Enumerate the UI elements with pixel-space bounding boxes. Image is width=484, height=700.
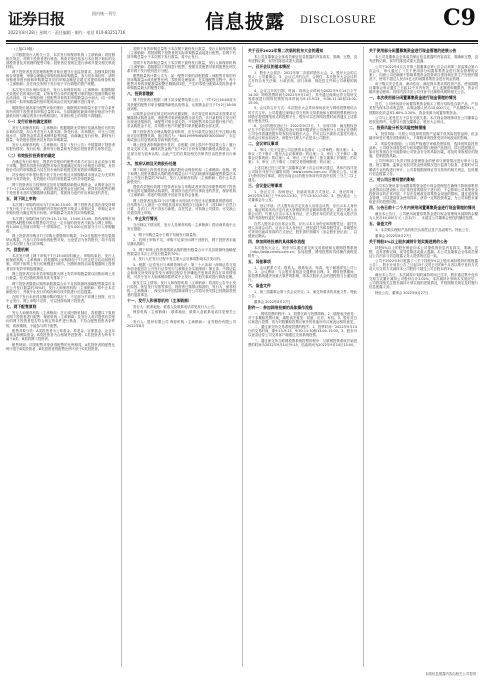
article-paragraph: 持股5%以上的股东保证向本公司提供的信息内容真实、准确、完整，没有虚假记载、误导性陈述或重大遗漏。本公司及董事会全体成员保证公告内容与信息披露义务人提供的信息一致。 (369, 245, 478, 258)
footer-note: 本版信息披露内容由相关公司提供 (425, 672, 476, 676)
article-paragraph: 若网下有效申购总量等于本次网下最终发行数量，发行人和保荐机构（主承销商）将按照网下投资者的实际申购数量直接进行配售。若网下有效申购总量小于本次网下发行数量，将中止发行。 (127, 47, 236, 60)
article-heading: 八、投资者缴款 (127, 91, 154, 97)
article-paragraph: 本次发行网上网下申购于T日15:00同时截止。申购结束后，发行人和保荐机构（主承销商）将根据网上申购情况于T日决定是否启动回拨机制，对网下和网上发行的规模进行调节。回拨机制的启动将根据网上投资者初步有效申购倍数确定。 (6, 254, 115, 271)
article-paragraph: 网上投资者申购新股中签后，应根据《网上摇号中签结果公告》履行资金交收义务，确保其资金账户在T+2日日终有足额的新股认购资金，不足部分视为放弃认购，由此产生的后果及相关法律责任由投资者自行承担。 (127, 143, 236, 160)
article-heading: 一、召开会议的基本情况 (248, 64, 290, 70)
article-paragraph: 本次股东大会上，股东可以通过深交所交易系统和互联网投票系统（http://wltp.cninfo.com.cn）参加投票，网络投票的具体操作流程见附件一。 (248, 245, 357, 258)
article-paragraph: 特此公告。董事会 2022年8月27日 (375, 290, 429, 295)
article-paragraph: 三、通过深交所互联网投票系统投票的程序：互联网投票系统开始投票的时间为2022年9月14日9:15，结束时间为2022年9月14日15:00。 (248, 338, 357, 348)
article-heading: 五、备查文件 (369, 220, 392, 226)
article-paragraph: 4、登记手续：法人股东由法定代表人出席会议的，应出示本人身份证、能证明其具有法定代表人资格的有效证明和持股凭证；委托代理人出席会议的，代理人应出示本人身份证、法人股东单位的法定代表人依法出具的书面授权委托书和持股凭证。 (248, 203, 357, 220)
article-paragraph: 公司于2022年4月召开第三届董事会第七次会议和第三届监事会第六次会议，审议通过了《关于使用部分闲置募集资金进行现金管理的议案》，同意公司在确保不影响募集资金投资项目建设和正常生产经营的情况下，使用不超过人民币5亿元的闲置募集资金进行现金管理。 (369, 64, 478, 81)
article-paragraph: 初步询价中申报价格不低于发行价格且未被剔除或未被认定为无效的报价为有效报价，有效报价对应的申报数量为有效申报数量。 (6, 173, 115, 182)
article-paragraph: 董事会 2022年8月27日 (375, 233, 412, 238)
section-title: 信息披露 (205, 11, 286, 33)
article-heading: 六、备查文件 (248, 283, 271, 289)
article-paragraph: 本次发行初步询价结束后，发行人和保荐机构（主承销商）根据剔除无效报价后的询价结果，对所有符合条件的配售对象的报价按照申购价格由高到低、同一申购价格上按配售对象的拟申购数量由小到大、同一申购价格同一拟申购数量的按申报时间由后到先的顺序进行排序。 (6, 87, 115, 105)
article-heading: 关于召开2022年第二次临时股东大会的通知 (248, 48, 324, 53)
article-paragraph: 自然人股东亲自出席会议的，应出示本人身份证和持股凭证；委托代理人出席会议的，应出示本人身份证、授权委托书和持股凭证。异地股东可采用信函或传真的方式登记，股东请仔细填写《参会股东登记表》，以便登记确认。 (248, 221, 357, 238)
article-paragraph: 当出现以下情况时，发行人及保荐机构（主承销商）将协商采取中止发行措施： (127, 223, 236, 232)
article-paragraph: 发行人和保荐机构（主承销商）将在《发行公告》中披露网下投资者的报价情况、发行价格、最终发行数量和有效报价投资者的名单等信息。 (6, 143, 115, 152)
newspaper-logo: 证券日报 (8, 10, 65, 26)
article-paragraph: 配售规则：同类配售对象获得配售的比例相同，A类投资者的配售比例不低于B类投资者，B类投资者的配售比例不低于C类投资者。 (6, 342, 115, 351)
article-paragraph: 公司根据发行人相关公告，本次发行的保荐机构（主承销商）将按照相关规定，对网下投资者进行核查，核查对象包括参与本次网下询价的全部投资者及其管理的配售对象。投资者应按规定进行承诺并提交相关核查材料。 (6, 52, 115, 69)
article-paragraph: 在确定发行价格后，提供有效报价的配售对象方可参与且必须参与网下申购。提供有效报价的配售对象应按照确定的发行价格进行申购，有效报价对应的申购数量为其在初步询价阶段提交的有效拟申购数量。 (6, 159, 115, 172)
article-heading: 二、会议审议事项 (248, 141, 279, 147)
article-paragraph: 网上投资者连续12个月内累计出现3次中签后未足额缴款的情形时，自结算参与人最近一次申报其放弃认购的次日起6个月（按180个自然日计算，含次日）内不得参与新股、存托凭证、可转换公司债券、可交换公司债券网上申购。 (127, 198, 236, 216)
article-heading: 七、网下配售原则 (6, 304, 37, 310)
article-heading: 三、对公司日常经营的影响 (369, 176, 415, 182)
article-heading: 二、投资风险分析及风险控制措施 (369, 125, 426, 131)
article-paragraph: 网上投资者申购日T日申购无需缴纳申购款，T+2日根据中签结果缴纳认购款。凡参与初步询价的配售对象，无论是否为有效报价，均不得再参与本次网上发行的申购。 (6, 234, 115, 247)
article-paragraph: 5、会议的召开方式：本次股东大会采用现场表决与网络投票相结合的方式召开。公司将通过深圳证券交易所交易系统和互联网投票系统向全体股东提供网络形式的投票平台，股东可以在网络投票时间内通过上述系统行使表决权。 (248, 106, 357, 123)
article-paragraph: 6、会议的股权登记日：2022年9月7日。7、出席对象：截至股权登记日下午收市时在中国证券登记结算有限责任公司深圳分公司登记在册的公司全体普通股股东均有权出席股东大会，并可以以书面形式委托代理人出席会议和参加表决，该股东代理人不必是本公司股东。 (248, 124, 357, 141)
article-heading: （一）发行价格的确定原则 (6, 118, 52, 124)
article-paragraph: （上接C10版） (12, 47, 36, 51)
article-paragraph: 2、风险控制措施：公司将严格遵守审慎投资原则，选择低风险投资品种。公司财务部将及时分析和跟踪银行理财产品投向、项目进展情况，如评估发现存在可能影响公司资金安全的风险因素，将及时采取相应的措施，控制投资风险。 (369, 141, 478, 158)
article-paragraph: 发行人：股份有限公司 保荐机构（主承销商）：证券股份有限公司 2022年8月 (127, 320, 236, 329)
article-paragraph: 提供有效报价的网下投资者未参与申购或者获得初步配售的网下投资者未及时足额缴纳认购款的，将被视为违约并应承担违约责任，保荐机构（主承销商）将违约情况报中国证券业协会备案。 (127, 185, 236, 198)
article-paragraph: 1、会议联系方式：联系人、联系电话、传真、电子邮箱详见公司公告。2、会议费用：与会股东食宿及交通费用自理。3、网络投票期间，如投票系统遇突发重大事件的影响，则本次股东大会的进程按当日通知进行。 (248, 265, 357, 283)
article-paragraph: 公司本次使用部分闲置募集资金进行现金管理是在确保不影响募集资金投资项目建设和公司正常经营的情况下进行的，不会影响公司募集资金投资项目的正常开展，不存在变相改变募集资金用途的情形。通过适度现金管理，可以提高资金使用效率，获得一定的投资收益，为公司和股东谋取更多的投资回报。 (369, 183, 478, 204)
article-heading: 九、放弃认购及无效股份处理 (127, 160, 177, 166)
article-paragraph: 1、第三届董事会第十次会议决议；2、深交所要求的其他文件。特此公告。 (248, 290, 357, 299)
article-heading: 附件一：参加网络投票的具体操作流程 (248, 304, 313, 310)
article-paragraph: 5、根据《证券发行与承销管理办法》第三十六条和《深圳证券交易所创业板首次公开发行证券发行与承销业务实施细则》第五条，中国证监会和深交所发现证券发行承销过程存在涉嫌违法违规或者存在异常情形的，可责令发行人和承销商暂停或中止发行，对相关事项进行调查处理。 (127, 263, 236, 280)
article-paragraph: 二、通过深交所交易系统投票的程序：1、投票时间：2022年9月14日的交易时间，即9:15-9:25，9:30-11:30和13:00-15:00。2、股东可以登录证券公司交易客户端通过交易系统投票。 (248, 325, 357, 338)
article-paragraph: 1、股东大会届次：2022年第二次临时股东大会。2、股东大会的召集人：公司董事会。3、会议召开的合法、合规性：本次股东大会会议的召开符合有关法律、行政法规、部门规章、规范性文件和公司章程的规定。 (248, 71, 357, 88)
article-paragraph: 认购资金应该在规定时间内足额到账，未在规定时间内或未按要求足额缴纳认购资金的，该配售对象获配新股全部无效。多只新股同日发行时出现前述情形的，该配售对象全部无效。不同配售对象共用银行账户的，若认购资金不足，共用银行账户的配售对象获配新股全部无效。 (127, 112, 236, 129)
article-paragraph: 截至本公告日，本次减持计划的减持时间已过半，股东通过集中竞价交易方式累计减持公司股份合计1.02%，本次减持计划尚未实施完毕。公司将持续关注股东减持计划实施的进展情况，并按照相关规定及时履行信息披露义务。 (369, 272, 478, 289)
section-title-english: DISCLOSURE (300, 15, 377, 26)
column-1 (6, 47, 115, 667)
article-paragraph: 2、若网上申购不足，申购不足部分向网下回拨后，网下投资者未能足额认购的； (127, 238, 236, 247)
article-heading: 五、网下网上申购 (6, 195, 37, 201)
article-paragraph: 剔除报价最高部分配售对象的报价，剔除的拟申购量不低于符合条件的所有网下投资者拟申购总量的1%。当拟剔除的最高申报价格部分中的最低价格与确定的发行价格相同时，对该价格上的申报不再剔除。 (6, 105, 115, 118)
article-paragraph: 3、网下和网上投资者缴款认购的股份数量合计不足扣除最终战略配售数量后本次公开发行数量的70%； (127, 247, 236, 256)
column-4 (363, 47, 478, 667)
article-paragraph: 1、网下申购总量小于网下初始发行数量的； (133, 232, 200, 237)
article-paragraph: 一、网络投票的程序：1、投票代码与投票简称。2、填报表决意见：对于非累积投票议案，填报表决意见：同意、反对、弃权。3、股东对总议案进行投票，视为对除累积投票议案外的其他所有议案表达相同意见。 (248, 311, 357, 324)
article-paragraph: 本公司及董事会全体成员保证信息披露的内容真实、准确和完整，没有虚假记载、误导性陈述或重大遗漏。 (369, 55, 478, 64)
article-paragraph: 网下投资者应当按照规定及时足额缴纳新股认购资金，认购资金应当于T+2日16:00前到账。请投资者注意资金在途时间。获得初步配售的网下投资者未及时足额缴纳认购款的，将被视为违约并应承担违约责任。 (6, 182, 115, 195)
article-heading: 一、本次使用部分闲置募集资金进行现金管理的情况 (369, 95, 457, 101)
article-heading: 五、其他事项 (248, 258, 271, 264)
article-paragraph: 4、发行人在发行过程中发生重大会后事项影响本次发行的； (133, 257, 224, 262)
article-heading: 关于使用部分闲置募集资金进行现金管理的进展公告 (369, 48, 457, 53)
article-paragraph: 配售数量的计算公式为：某一配售对象的获配股数＝该配售对象的有效申购数量×该类配售比例。零股的处理原则：在实施配售过程中，每个配售对象的获配数量取整后精确到1股，产生的零股分配给A类投资者中申购数量最大的配售对象。 (127, 74, 236, 91)
article-paragraph: 本公司及董事会全体成员保证信息披露的内容真实、准确、完整，没有虚假记载、误导性陈述或重大遗漏。 (248, 55, 357, 64)
issue-meta-line: 2022年8月28日 星期六 · 责任编辑 · 制作 · 电话 010-83251716 (8, 30, 126, 35)
article-heading: 六、回拨机制 (6, 247, 29, 253)
article-paragraph: 1、本次购买理财产品的相关认购凭证及产品说明书。特此公告。 (375, 227, 473, 232)
article-paragraph: 网上投资者初步有效申购倍数为网上有效申购数量除以回拨前网上发行数量。有关回拨机制的具体安排如下： (6, 272, 115, 281)
article-paragraph: 董事会 2022年8月27日 (254, 299, 291, 304)
article-paragraph: 发行人和保荐机构（主承销商）根据剔除无效报价及最高报价后的初步询价结果，综合考虑发行人基本面、所处行业、市场情况、可比公司估值水平、募集资金需求及承销风险等因素，协商确定发行价格、最终发行数量、有效报价投资者及有效拟申购数量。 (6, 125, 115, 142)
article-paragraph: 公司与上述受托方不存在关联关系。本次现金管理事项在公司董事会授权范围内，无需另行提交董事会、股东大会审议。 (369, 116, 478, 125)
article-paragraph: 近日，公司使用部分闲置募集资金购买了银行结构性存款产品，产品类型为保本浮动收益型，认购金额人民币10,000万元，产品期限91天，预期年化收益率1.60%-3.20%，资金来源为闲置募集资金。 (369, 102, 478, 115)
article-heading: 四、参加网络投票的具体操作流程 (248, 238, 305, 244)
article-paragraph: 保荐机构（主承销商）：联系地址、联系人及联系电话详见相关公告。 (127, 310, 236, 319)
article-paragraph: 截至本公告日，公司使用闲置募集资金进行现金管理尚未到期的余额为人民币40,000万元（含本次），未超过公司董事会授权的额度范围。 (369, 211, 478, 220)
column-2 (121, 47, 236, 667)
article-paragraph: 1、投资风险：尽管公司选择的投资产品属于低风险投资品种，但金融市场受宏观经济影响较大，不排除该项投资受到市场波动的影响。 (369, 132, 478, 141)
logo-subtitle: 国内统一刊号 (92, 11, 116, 16)
article-paragraph: 公司内审部门负责对现金管理资金的使用与保管情况进行审计与监督。独立董事、监事会有权对资金使用情况进行监督与检查，必要时可以聘请专业机构进行审计。公司将根据深圳证券交易所的相关规定，及时履行信息披露义务。 (369, 159, 478, 176)
article-paragraph: 网下投资者缴款认购的新股数量合计不足扣除最终战略配售数量后本次公开发行数量的70%时，发行人和保荐机构（主承销商）将中止本次新股发行，并就中止发行的原因和后续安排进行信息披露。 (6, 281, 115, 294)
article-heading: 十、中止发行情况 (127, 216, 158, 222)
column-3 (242, 47, 357, 667)
article-paragraph: 在网下发行未获得足额申购的情况下，不足部分不向网上回拨，应当中止发行。网上申购不足时，可以回拨给网下投资者。 (6, 295, 115, 304)
article-paragraph: 本次网下申购的时间为T日9:30-15:00。网下投资者必须在深交所网下发行电子平台为其管理的有效报价配售对象录入申购记录，申购记录中申购价格为确定的发行价格，申购数量为其有效拟申购数量。 (6, 202, 115, 215)
article-heading: 三、会议登记等事项 (248, 183, 283, 189)
article-paragraph: 如发生以上情形，发行人和保荐机构（主承销商）将及时公告中止发行原因、恢复发行安排等事宜。投资者已缴纳认购款的，发行人、保荐机构（主承销商）、深交所和中国结算深圳分公司将尽快安排已经缴款投资者的退款事宜。 (127, 280, 236, 297)
article-paragraph: 若网下有效申购总量大于本次网下最终发行数量，发行人和保荐机构（主承销商）将根据以下原则进行配售，按照各类配售对象的配售比例关系对网下发行股份进行分配。 (127, 60, 236, 73)
article-columns (6, 47, 478, 667)
article-paragraph: 上述议案已经公司第三届董事会第十次会议审议通过，具体内容详见公司同日刊登于巨潮资讯网（www.cninfo.com.cn）的相关公告。议案1为特别决议事项，须经出席会议的股东所持有效表决权的三分之二以上通过。 (248, 166, 357, 183)
article-heading: 四、公告日前十二个月内使用闲置募集资金进行现金管理的情况 (369, 204, 476, 210)
header-rule-thick (6, 40, 478, 42)
article-paragraph: 用于购买安全性高、流动性好、满足保本要求的投资产品，使用期限自董事会审议通过之日起12个月内有效，在上述额度和期限内，资金可循环滚动使用。具体内容详见公司刊登于巨潮资讯网的相关公告。 (369, 82, 478, 95)
page-number: C9 (443, 5, 476, 31)
article-paragraph: 网下投资者在办理认购资金划转时，应在付款凭证备注栏中注明认购所对应的股票代码，备注格式为："B001999906WXFX000000"，未注明或备注信息错误将导致划款失败。 (127, 129, 236, 142)
article-paragraph: 4、会议召开的日期、时间：现场会议时间为2022年9月14日下午14:30；网络投票时间为2022年9月14日，其中通过深圳证券交易所交易系统进行网络投票的具体时间为9:15-9:25，9:30-11:30和13:00-15:00。 (248, 88, 357, 105)
article-paragraph: 1、登记方式：现场登记、信函或传真方式登记。2、登记时间：2022年9月8日上午9:00-11:30，下午13:30-17:00。3、登记地点：公司董事会办公室。 (248, 190, 357, 203)
article-heading: 关于持股5%以上股东减持计划实施进展的公告 (369, 238, 448, 244)
article-paragraph: 本次网上申购时间为T日9:15-11:30、13:00-15:00。持有深圳市场非限售A股股份和非限售存托凭证一定市值的投资者才能参与网上申购。每5,000元市值可申购一个申购单位，不足5,000元的部分不计入申购额度。 (6, 216, 115, 233)
article-paragraph: 发行人和保荐机构（主承销商）在完成回拨机制后，将根据以下原则对网下投资者进行配售：保荐机构（主承销商）及发行人将对提供有效报价的网下投资者是否符合规定的条件进行核查，不符合配售投资者条件的，将被剔除，不能参与网下配售。 (6, 311, 115, 328)
article-paragraph: 网下投资者应根据《网下初步配售结果公告》，于T+2日16:00前为其获配的配售对象全额缴纳新股认购资金，认购资金应当于T+2日16:00前到账。 (127, 98, 236, 111)
masthead (0, 0, 484, 44)
article-paragraph: 1、审议《关于变更公司注册资本及修订〈公司章程〉的议案》；2、审议《关于修订〈股东大会议事规则〉的议案》；3、审议《关于修订〈董事会议事规则〉的议案》；4、审议《关于修订〈独立董事工作制度〉的议案》；5、审议《关于修订〈关联交易管理制度〉的议案》。 (248, 148, 357, 165)
article-paragraph: 网下投资者及其管理的配售对象应遵守行业监管要求，加强风险控制和合规管理，审慎合理确定申购价格和申购数量。参与初步询价时，请特别留意申报价格和申购数量对应的申购金额是否超过其提供给保荐机构（主承销商）及在深交所网下发行电子平台填报的资产规模。 (6, 70, 115, 87)
header-rule-thin (6, 43, 478, 44)
article-heading: （二）有效报价投资者的确定 (6, 152, 56, 158)
article-heading: 十一、发行人和保荐机构（主承销商） (127, 297, 192, 303)
article-paragraph: 发行人：联系地址、联系人及联系电话详见发行人公告。 (133, 304, 218, 309)
article-paragraph: 公司于2022年5月披露了《关于持股5%以上股东减持股份的预披露公告》，股东计划自公告之日起15个交易日后的6个月内以集中竞价方式或大宗交易方式减持本公司股份不超过公司总股本的3%。 (369, 259, 478, 272)
article-paragraph: 网下和网上投资者放弃认购的股份由保荐机构（主承销商）包销。网下和网上投资者缴款认购的股份数量合计不足扣除最终战略配售数量后本次公开发行数量的70%时，发行人和保荐机构（主承销商）将中止本次新股发行。 (127, 167, 236, 184)
article-paragraph: 配售对象分类：A类投资者为公募基金、养老金、社保基金、企业年金基金和保险资金；B类投资者为合格境外投资者；C类投资者为所有不属于A类、B类的网下投资者。 (6, 329, 115, 342)
